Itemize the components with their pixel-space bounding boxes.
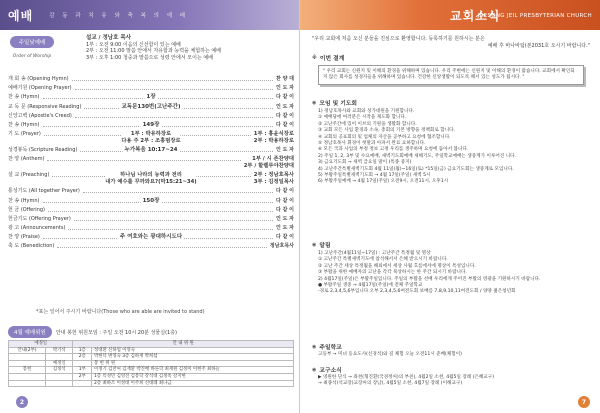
- order-item-leader: 다 같 이: [276, 234, 294, 241]
- order-item-leader: [252, 172, 294, 186]
- order-item-leader: 다 같 이: [276, 188, 294, 195]
- news-line: → 최종석(석교장)교장씨의 장남), 4월5일 소천, 4월7일 장례 (이해교구): [318, 381, 463, 387]
- order-item-label: 축 도 (Benediction): [8, 243, 55, 250]
- news-title: 교회소식: [450, 8, 501, 23]
- news-line: 고등부 → 미녀 등요도사(신경석)와 길 체험 오늘 오전11시 준배(체험이): [318, 352, 462, 357]
- order-item-detail: 149장: [142, 121, 160, 128]
- section-1: [312, 53, 594, 85]
- table-cell: 2부: [73, 373, 92, 380]
- section-title: 주일학교: [319, 345, 342, 351]
- standing-note: *표는 일어서 주시기 바랍니다(Those who are able are invited to stand): [36, 309, 205, 315]
- page-number: 7: [578, 396, 590, 408]
- welcome-line: "우리 교회에 처음 오신 분들을 진심으로 환영합니다. 등록하기를 원하시는 분은: [312, 36, 485, 42]
- section-3: [312, 240, 594, 296]
- dotted-leader: [43, 94, 274, 99]
- circle-bullet-icon: ◉: [312, 241, 317, 248]
- table-cell: [46, 354, 73, 361]
- order-item-label: 찬 양 (Praise): [8, 234, 40, 241]
- table-cell: [73, 380, 92, 387]
- order-item-label: 광 고 (Announcements): [8, 225, 66, 232]
- news-line: ② 고난 주간 세상 특정월을 해외에서 세상 사월 흐름에서에 명상이 특성입니다.: [318, 263, 476, 269]
- table-row: [9, 380, 294, 387]
- section-title: 교구소식: [319, 368, 342, 374]
- order-item-label: 설 교 (Preaching): [8, 172, 50, 179]
- bullet-icon: ※: [312, 54, 317, 61]
- right-page: [300, 0, 600, 413]
- table-cell: 박기석: [46, 347, 73, 354]
- order-item-detail-line: 내가 예수를 꾸까와요?(막15:21~34): [105, 179, 197, 186]
- news-line: ② 고난주간에 있어 이브의 기원을 생활화 합니다.: [318, 121, 417, 127]
- order-item-leader-line: 1부 : 홍윤식장로: [253, 131, 294, 138]
- order-item-leader-line: 2부 : 정남호목사: [253, 172, 294, 179]
- committee-text: 안내 봉헌 위원모임 : 주일 오전 10시 20분 성물실(1층): [55, 329, 177, 336]
- table-cell: 예정일: [46, 360, 73, 367]
- table-row: [9, 360, 294, 367]
- order-item-detail: [105, 172, 196, 186]
- news-header: [300, 0, 600, 30]
- news-line: ● 부활주일 생중 → 4월17일(주일)에 전체 주일학교: [318, 283, 423, 289]
- section-4: [312, 342, 594, 358]
- order-item-label: 신앙고백 (Apostle's Creed): [8, 112, 72, 119]
- worship-order-row: [8, 243, 294, 252]
- order-item-label: 성경봉독 (Scripture Reading): [8, 147, 78, 154]
- order-item-label: 교 독 문 (Responsive Reading): [8, 103, 82, 110]
- news-line: ③ 부활을 위한 예배자의 고난을 각각 묵상하시는 한 주간 되시기 바랍니다.: [318, 270, 467, 276]
- order-item-detail: [121, 131, 180, 145]
- worship-order-row: [8, 156, 294, 172]
- worship-order-row: [8, 131, 294, 147]
- table-cell: 2층 최하조 이성대 이주희 신대례 최나금: [92, 380, 294, 387]
- order-item-detail: 누가복음 10:17~24: [124, 147, 178, 154]
- order-sub: Order of Worship: [12, 54, 52, 59]
- order-item-label: 헌 금 (Offering): [8, 206, 45, 213]
- order-item-detail-line: 하나님 나라의 능력과 전리: [120, 172, 182, 179]
- prayer-box: " 우리 교회는 신원지 및 이해의 환경을 위해하며 있습니다. 우리 주변에는 신원지 및 이해의 환경이 많습니다. 교회에서 확인되지 않은 회사를 성경자들을 위해하며 있습니다. 건강한 신앙생활이 되도록 해서 있는 성도가 됩시다. ": [318, 65, 584, 85]
- order-item-leader: 인 도 자: [276, 225, 294, 232]
- table-cell: 성대환 신하업 이영숙: [92, 347, 294, 354]
- order-item-leader-line: 2부 : 박용하장로: [253, 138, 294, 145]
- order-item-leader: 다 같 이: [276, 94, 294, 101]
- worship-order-row: [8, 225, 294, 234]
- order-item-detail-line: 다용 주 2부 : 조홍범장로: [121, 138, 181, 145]
- table-cell: [46, 380, 73, 387]
- table-cell: 2층: [73, 354, 92, 361]
- order-item-label: 찬 송 (Hymn): [8, 121, 40, 128]
- worship-order-row: [8, 207, 294, 216]
- order-item-leader-line: 2부 / 할렐루야찬양대: [243, 163, 294, 170]
- section-title: 알림: [319, 243, 331, 249]
- worship-order-row: [8, 216, 294, 225]
- news-line: ④ 교회의 공표회의 및 업체의 자산을 공부하고 요청에 협조합니다.: [318, 134, 451, 140]
- news-line: ③ 교회 모든 사업 환경과 소속, 총회의 기본 방향을 정책회로 합니다.: [318, 128, 456, 134]
- table-cell: 봉헌: [9, 367, 46, 374]
- table-cell: [9, 354, 46, 361]
- circle-bullet-icon: ◉: [312, 366, 317, 373]
- order-item-label: 개 회 송 (Opening Hymn): [8, 76, 69, 82]
- worship-order-row: [8, 147, 294, 156]
- order-item-detail: 150장: [142, 197, 160, 204]
- news-line: ⑤ 정남호목사 휘경이 첫말과 아파서 완료 요하합니다.: [318, 141, 426, 147]
- news-line: 3) 금요기도회 → 새벽 급요일 말이 (특종 중지): [318, 160, 412, 166]
- service-time-2: 2부 : 오전 11:00 말씀 안에서 자유함과 능력을 체험하는 예배: [86, 48, 222, 54]
- circle-bullet-icon: ◉: [312, 343, 317, 350]
- order-item-leader: 인 도 자: [276, 215, 294, 222]
- news-line: ▶ 영원한 단식 → 좌천(형진환(국경정씨)의 부친), 4월2일 소천, 4월5일 장례 (은혜교구): [318, 375, 495, 380]
- service-time-1: 1부 : 오전 9:00 이음의 신선함이 있는 예배: [86, 41, 181, 48]
- order-item-leader: 정남호목사: [269, 243, 294, 250]
- dotted-leader: [74, 216, 273, 221]
- dotted-leader: [72, 76, 273, 81]
- worship-header: [0, 0, 299, 30]
- order-item-detail: 교독문130번(고난주간): [121, 103, 181, 110]
- news-line: ① 고난주간 특별새벽기도에 참석해서서 은혜 받으시기 바랍니다.: [318, 257, 448, 263]
- table-cell: [46, 373, 73, 380]
- order-item-label: 찬 양 (Anthem): [8, 156, 45, 163]
- table-cell: 1층 특성민 김영진 김봉학 강석대 김정옥 강지현: [92, 373, 294, 380]
- order-pill: 주일낮예배: [10, 36, 54, 48]
- table-cell: [9, 360, 46, 367]
- table-cell: 봉 헌 위 원: [92, 360, 294, 367]
- worship-order-row: [8, 94, 294, 103]
- order-item-leader: 인 도 자: [276, 85, 294, 92]
- news-line: 1) 고난주간(4월11일~17일) : 고난주간 특정월 및 명상: [318, 251, 431, 256]
- order-item-leader-line: 1부 / 시 존찬양대: [252, 156, 294, 163]
- table-header: 안 내 위 원: [73, 341, 294, 348]
- news-line: 2) 주일 1, 2, 3부 및 수요예배, 새벽기도회예배 새해기도, 주일학교예배는 생중계가 이루어진 니다.: [318, 153, 517, 159]
- worship-order-row: [8, 85, 294, 94]
- order-item-leader: [252, 131, 294, 145]
- order-item-leader: 다 같 이: [276, 112, 294, 119]
- committee-table: [8, 340, 294, 387]
- news-line: 4) 고난주간특별새벽기도회 4월 11일(월)~16일(토) *15일(금) 금요기도회는 생중계로 모입니다.: [318, 166, 514, 172]
- news-line: 5) 부활주일특별새벽기도회 → 4월 17일(주일) 새벽 5시: [318, 173, 431, 179]
- worship-order-row: [8, 188, 294, 197]
- order-item-leader: 찬 양 대: [276, 76, 294, 82]
- order-item-leader: 다 같 이: [276, 121, 294, 128]
- worship-subtitle: 감 동 과 치 유 와 축 복 의 예 배: [49, 13, 189, 19]
- worship-order-row: [8, 113, 294, 122]
- dotted-leader: [48, 207, 273, 212]
- worship-order-row: [8, 198, 294, 207]
- table-header: 예정일: [9, 341, 73, 348]
- table-row: [9, 373, 294, 380]
- news-line: 6) 부활주일예배 → 4월 17일(주일) 오전9시, 오전11시, 오후1시: [318, 179, 449, 185]
- news-line: ⑥ 모든 국과 사업의 부정 정보 고정 우리를 생주하며 요청에 돕아서 봅니다.: [318, 147, 469, 153]
- order-item-label: 찬 송 (Hymn): [8, 94, 40, 101]
- service-times: [86, 35, 296, 61]
- committee-pill: 4월 예배위원: [8, 326, 52, 338]
- service-time-3: 3부 : 오후 1:00 청중과 말씀으로 성령 안에서 모이는 예배: [86, 54, 214, 61]
- order-item-detail-line: 1부 : 박유하장로: [130, 131, 172, 138]
- order-item-label: 통성기도 (All together Prayer): [8, 188, 80, 195]
- table-cell: 김정석: [46, 367, 73, 374]
- table-cell: [9, 373, 46, 380]
- order-item-leader-line: 3부 : 김정일목사: [253, 179, 294, 186]
- order-item-leader: 인 도 자: [276, 103, 294, 110]
- dotted-leader: [68, 225, 273, 230]
- table-cell: 1층: [73, 347, 92, 354]
- worship-order-list: [8, 76, 294, 253]
- worship-committee: [8, 326, 294, 387]
- worship-order-row: [8, 172, 294, 188]
- welcome-line: 예배 후 바나바팀(본2031호 오시기 바랍니다.": [487, 43, 590, 49]
- table-row: [9, 367, 294, 374]
- circle-bullet-icon: ◉: [312, 99, 317, 106]
- table-cell: 1부: [73, 367, 92, 374]
- worship-order-row: [8, 76, 294, 85]
- order-item-label: 기 도 (Prayer): [8, 131, 41, 138]
- table-cell: 안내(2부): [9, 347, 46, 354]
- news-line: -경로 2,3,4,5,6부입니다 오부 2,3,4,5,6여전도회 보배름 7,8,9,10,11여전도회 / 양양 젊은청년회: [318, 289, 516, 295]
- preacher: 설교 / 정남호 목사: [86, 35, 131, 41]
- welcome-text: [312, 36, 594, 50]
- news-line: 1) 정남호목사와 교회와 성가대원을 기원합니다.: [318, 109, 415, 114]
- order-item-leader: 인 도 자: [276, 147, 294, 154]
- order-of-worship-label: [10, 36, 54, 59]
- table-row: [9, 354, 294, 361]
- section-title: 모임 및 기도회: [319, 101, 358, 107]
- news-line: 2) 4월17일(주일)은 부활주일입니다. 주일의 부활을 선배 우리에게 주어진 부활의 영광을 기원하시기 바랍니다.: [318, 276, 541, 282]
- section-title: 이번 결계: [319, 56, 345, 62]
- table-cell: 이정기 김찬씨 김재환 박진배 바른학 최재원 김정미 이현주 최하늘: [92, 367, 294, 374]
- worship-title: 예배: [8, 8, 34, 23]
- order-item-leader: 다 같 이: [276, 197, 294, 204]
- dotted-leader: [75, 113, 273, 118]
- table-cell: [73, 360, 92, 367]
- church-name: JAESONG JEIL PRESBYTERIAN CHURCH: [477, 13, 592, 19]
- order-item-leader: [242, 156, 294, 170]
- table-cell: 박현덕 변영숙 3층 김하재 박희섭: [92, 354, 294, 361]
- page-number: 2: [16, 396, 28, 408]
- order-item-label: 헌금기도 (Offering Prayer): [8, 215, 71, 222]
- section-2: [312, 98, 594, 186]
- order-item-label: 찬 송 (Hymn): [8, 197, 40, 204]
- order-item-leader: 다 같 이: [276, 206, 294, 213]
- dotted-leader: [57, 243, 266, 248]
- worship-order-row: [8, 122, 294, 131]
- dotted-leader: [75, 85, 273, 90]
- news-line: ① 예배당에 여러분은 시작을 제도화 합니다.: [318, 115, 407, 121]
- order-item-detail: 1장: [146, 94, 156, 101]
- table-cell: [9, 380, 46, 387]
- table-row: [9, 347, 294, 354]
- dotted-leader: [83, 188, 273, 193]
- order-item-detail: 주 여호와는 광대하시도다: [119, 234, 183, 241]
- section-5: [312, 365, 594, 388]
- order-item-label: 예배기원 (Opening Prayer): [8, 85, 72, 92]
- worship-order-row: [8, 104, 294, 113]
